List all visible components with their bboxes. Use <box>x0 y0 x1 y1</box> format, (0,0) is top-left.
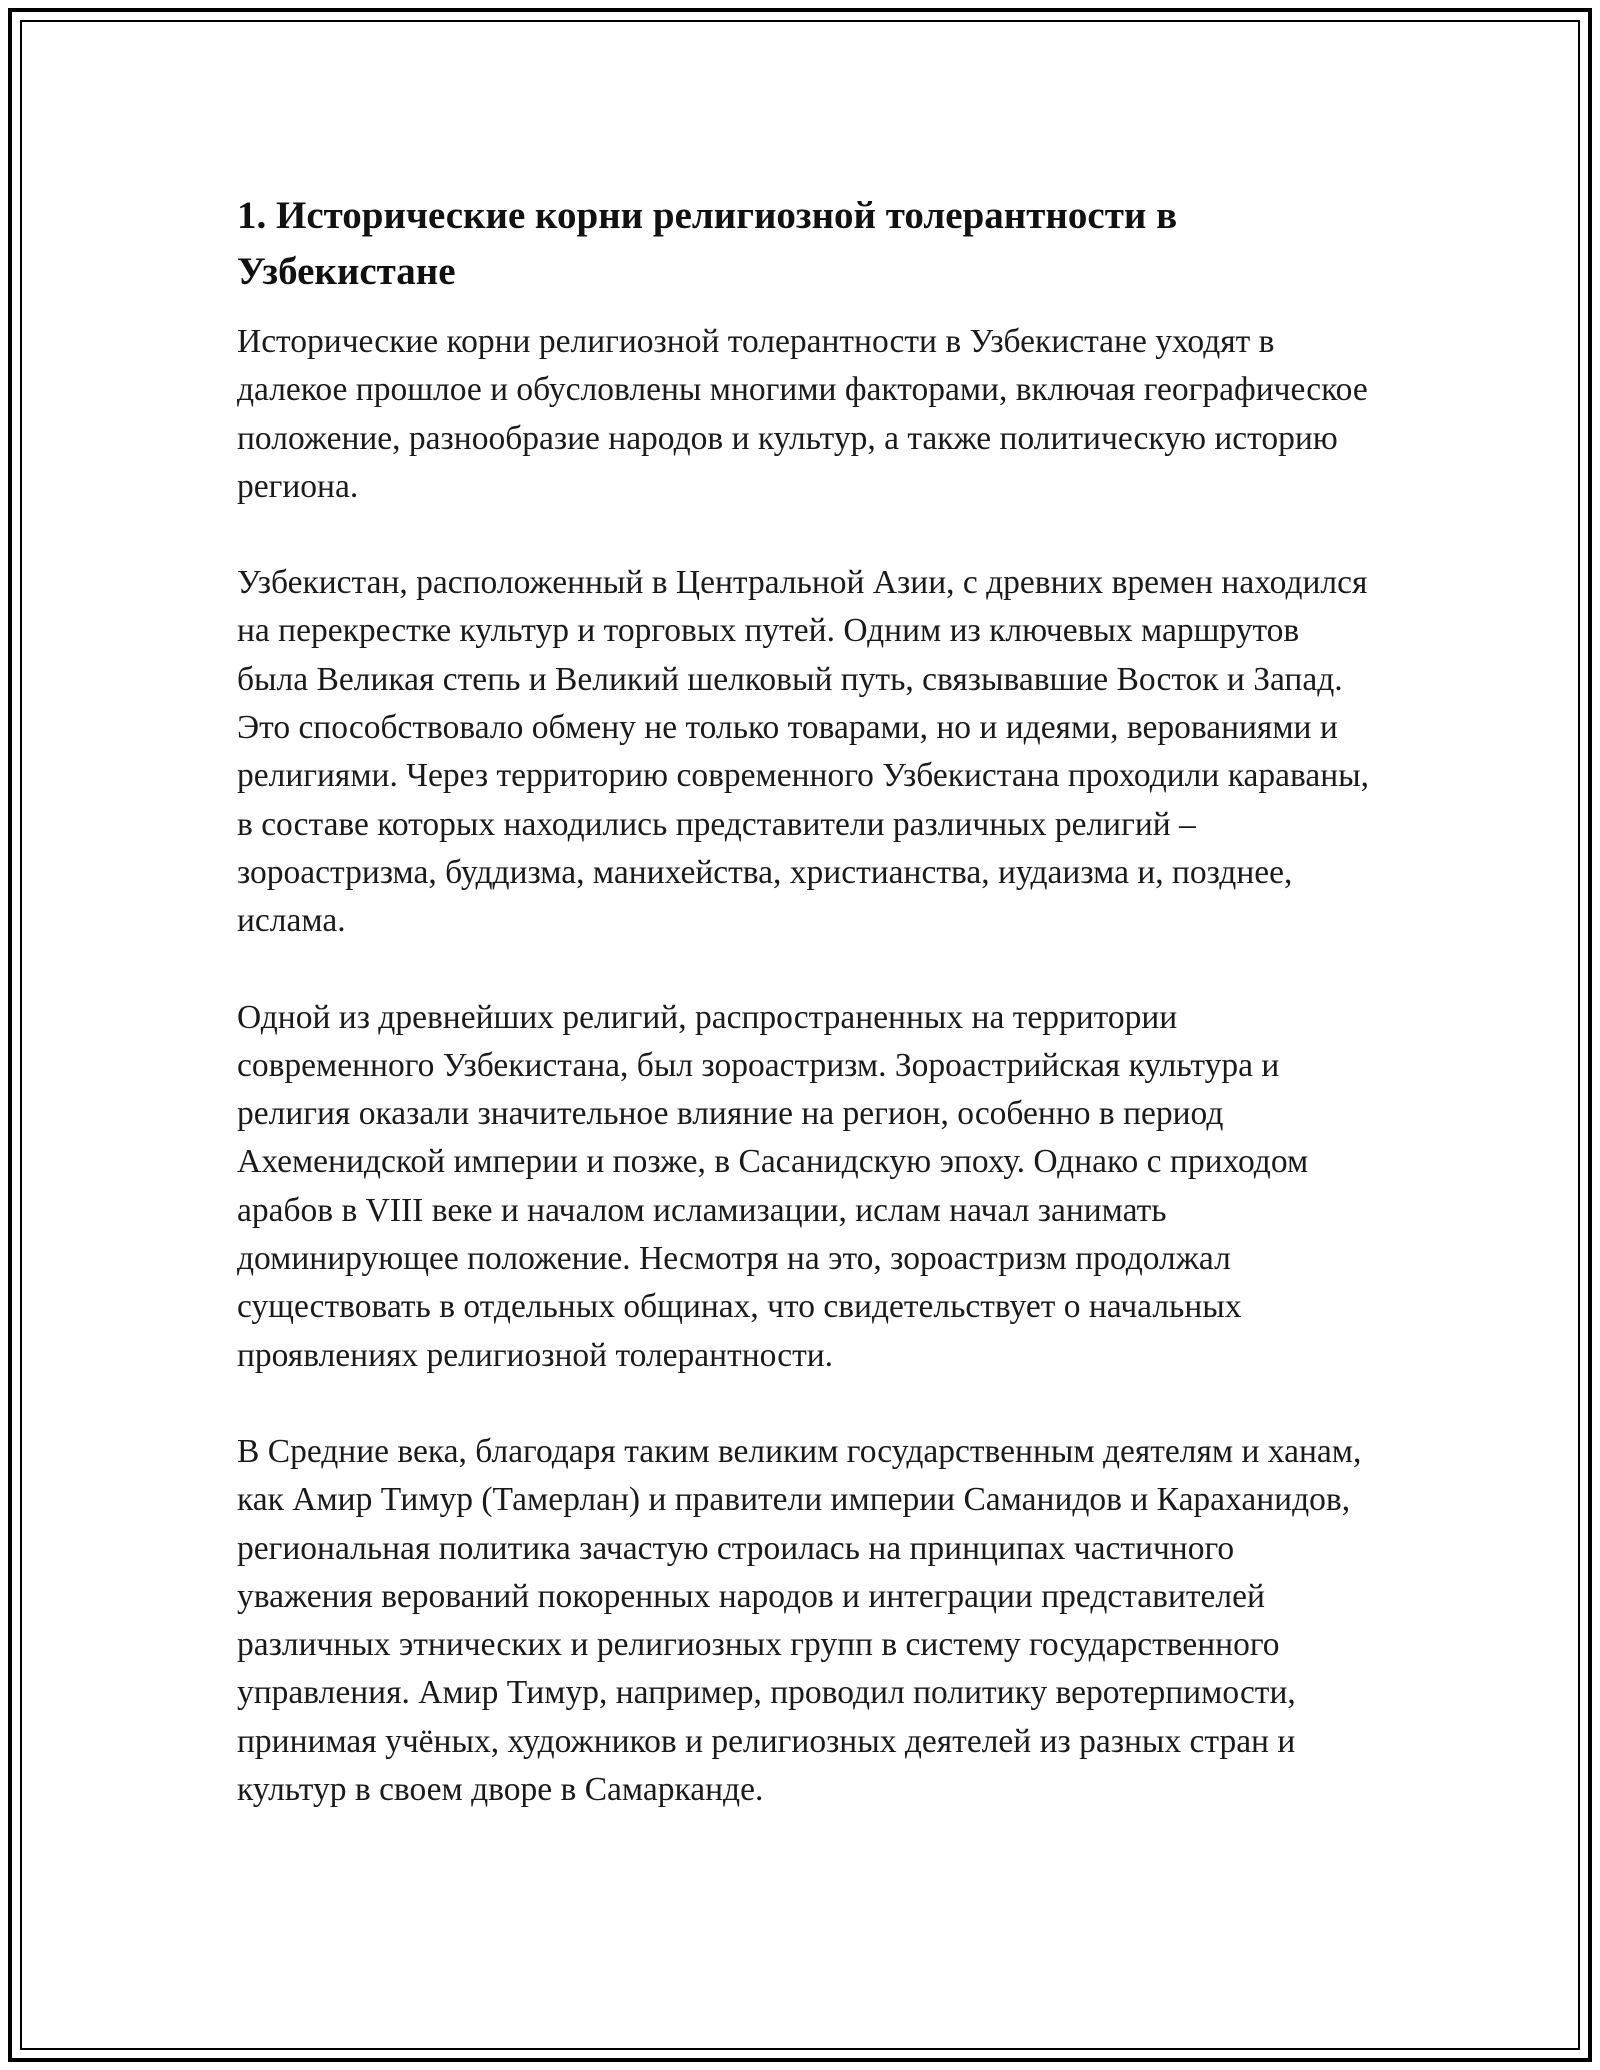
paragraph-middle-ages: В Средние века, благодаря таким великим государственным деятелям и ханам, как Амир Тимур (Тамерлан) и правители империи Саманидов и Караханидов, региональная политика зачастую строилась на принципах частичного уважения верований покоренных народов и интеграции представителей различных этнических и религиозных групп в систему государственного управления. Амир Тимур, например, проводил политику веротерпимости, принимая учёных, художников и религиозных деятелей из разных стран и культур в своем дворе в Самарканде. <box>237 1432 1362 1809</box>
paragraph-silk-road: Узбекистан, расположенный в Центральной Азии, с древних времен находился на перекрестке культур и торговых путей. Одним из ключевых маршрутов была Великая степь и Великий шелковый путь, связывавшие Восток и Запад. Это способствовало обмену не только товарами, но и идеями, верованиями и религиями. Через территорию современного Узбекистана проходили караваны, в составе которых находились представители различных религий – зороастризма, буддизма, манихейства, христианства, иудаизма и, позднее, ислама. <box>237 564 1370 940</box>
paragraph-zoroastrianism: Одной из древнейших религий, распространенных на территории современного Узбекистана, был зороастризм. Зороастрийская культура и религия оказали значительное влияние на регион, особенно в период Ахеменидской империи и позже, в Сасанидскую эпоху. Однако с приходом арабов в VIII веке и началом исламизации, ислам начал занимать доминирующее положение. Несмотря на это, зороастризм продолжал существовать в отдельных общинах, что свидетельствует о начальных проявлениях религиозной толерантности. <box>237 998 1309 1374</box>
section-heading: 1. Исторические корни религиозной толерантности в Узбекистане <box>237 194 1178 293</box>
paragraph-intro: Исторические корни религиозной толерантности в Узбекистане уходят в далекое прошлое и обусловлены многими факторами, включая географическое положение, разнообразие народов и культур, а также политическую историю региона. <box>237 323 1368 505</box>
document-body <box>237 188 1377 1814</box>
